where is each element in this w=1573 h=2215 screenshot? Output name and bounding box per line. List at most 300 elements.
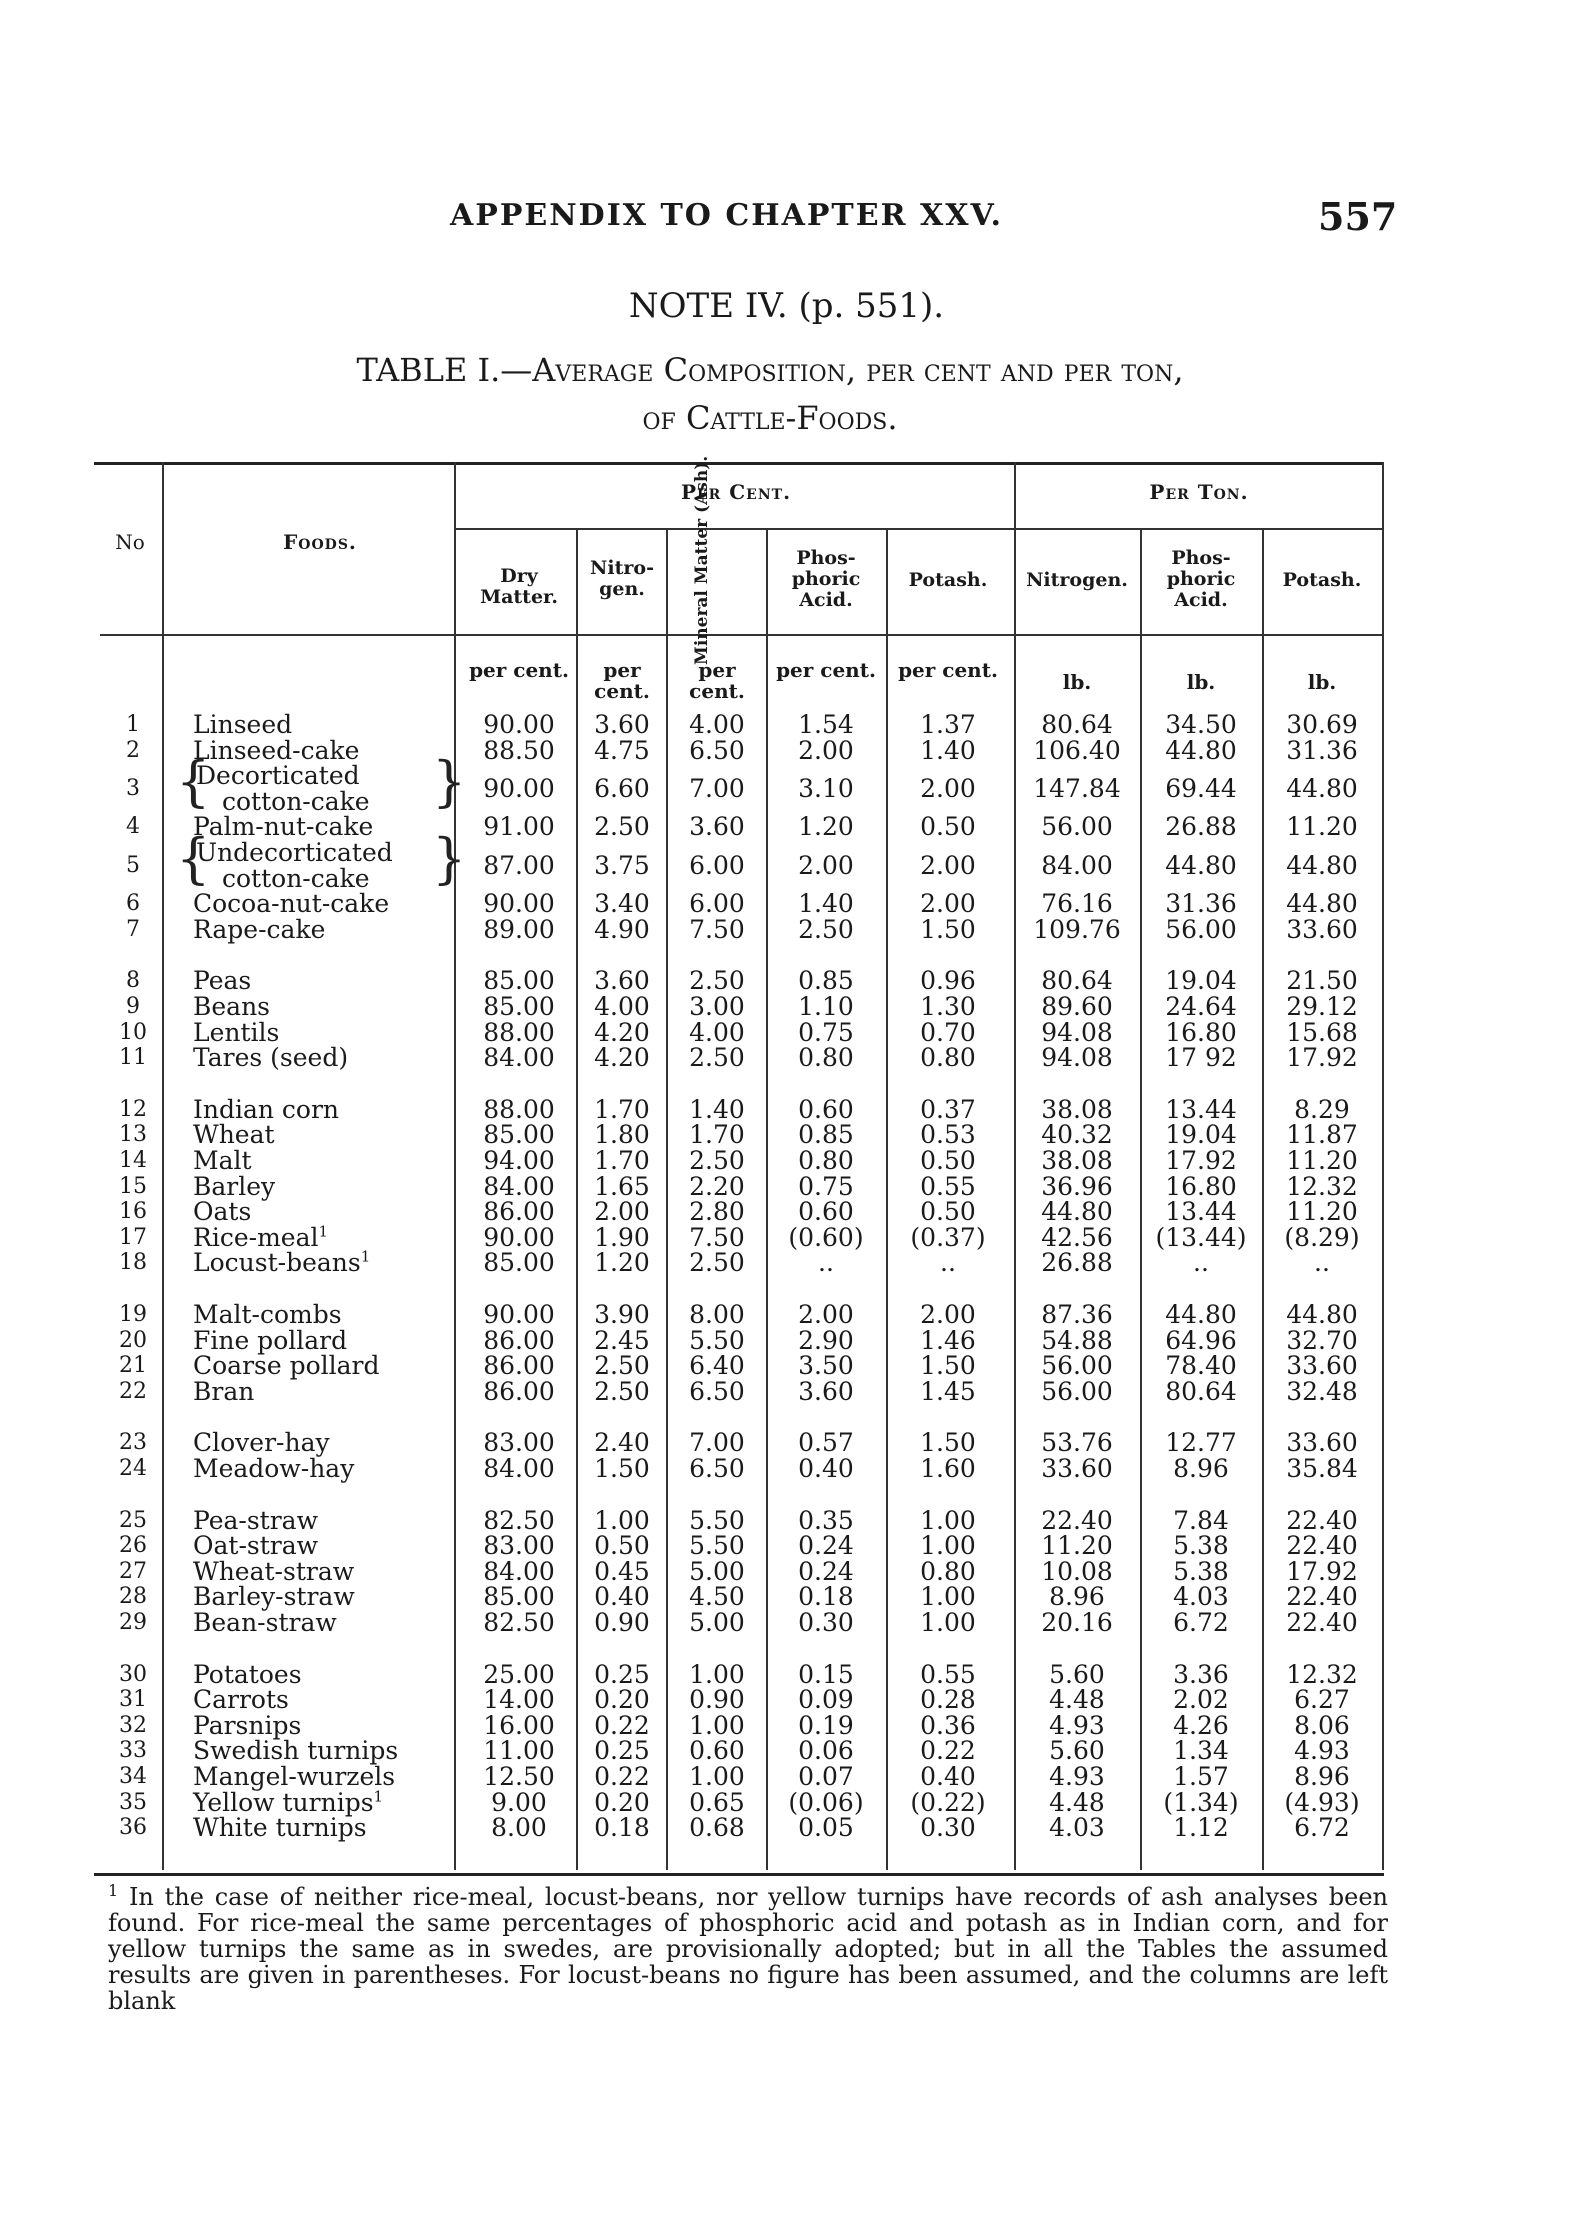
food-name: Potatoes	[193, 1659, 302, 1689]
cell-pa: 1.10	[798, 992, 854, 1021]
footnote-mark: 1	[108, 1881, 119, 1900]
cell-tk: 22.40	[1286, 1582, 1358, 1612]
cell-tk: 44.80	[1286, 850, 1358, 880]
cell-tk: 31.36	[1286, 735, 1358, 765]
food-name: Clover-hay	[193, 1428, 330, 1458]
cell-dm: 12.50	[483, 1762, 555, 1791]
cell-tk: 11.20	[1286, 1197, 1358, 1227]
cell-tk: 22.40	[1286, 1531, 1358, 1561]
unit-n: per cent.	[594, 658, 650, 703]
brace-open: {	[176, 750, 211, 814]
cell-n: 0.20	[594, 1787, 650, 1817]
row-number: 15	[119, 1173, 147, 1199]
cell-tk: 22.40	[1286, 1505, 1358, 1535]
cell-n: 0.22	[594, 1710, 650, 1740]
cell-ash: 2.50	[689, 1146, 745, 1175]
cell-ash: 6.00	[689, 889, 745, 919]
cell-k: 2.00	[920, 889, 976, 919]
food-name: Parsnips	[193, 1710, 302, 1740]
cell-ash: 5.50	[689, 1531, 745, 1561]
cell-tn: 38.08	[1041, 1146, 1113, 1175]
cell-k: 0.50	[920, 812, 976, 842]
cell-n: 0.25	[594, 1659, 650, 1689]
cell-ash: 7.50	[689, 1222, 745, 1252]
cell-dm: 82.50	[483, 1608, 555, 1637]
food-name: Swedish turnips	[193, 1736, 399, 1766]
header-phosphoric-pc: Phos- phoric Acid.	[791, 547, 861, 611]
cell-n: 2.45	[594, 1325, 650, 1355]
cell-tpa: 34.50	[1165, 710, 1237, 739]
row-number: 24	[119, 1456, 147, 1481]
cell-n: 3.60	[594, 966, 650, 996]
header-no: No	[115, 530, 145, 554]
cell-n: 1.70	[594, 1094, 650, 1124]
food-name: Linseed	[193, 710, 293, 739]
cell-k: 1.46	[920, 1325, 976, 1355]
food-name: Malt	[193, 1146, 252, 1175]
cell-tpa: 1.34	[1173, 1736, 1229, 1766]
cell-ash: 4.00	[689, 710, 745, 739]
row-number: 1	[126, 712, 140, 737]
cell-pa: 0.60	[798, 1197, 854, 1227]
cell-n: 1.90	[594, 1222, 650, 1252]
cell-tn: 42.56	[1041, 1222, 1113, 1252]
cell-dm: 8.00	[491, 1813, 547, 1843]
cell-tn: 80.64	[1041, 710, 1113, 739]
cell-k: 0.50	[920, 1146, 976, 1175]
row-number: 4	[126, 814, 140, 840]
cell-tk: 44.80	[1286, 1300, 1358, 1329]
cell-tk: 8.06	[1294, 1710, 1350, 1740]
food-name: Palm-nut-cake	[193, 812, 374, 842]
food-name: Oats	[193, 1197, 252, 1227]
cell-pa: 0.80	[798, 1146, 854, 1175]
food-name: Oat-straw	[193, 1531, 319, 1561]
cell-tpa: 2.02	[1173, 1685, 1229, 1715]
cell-n: 4.90	[594, 914, 650, 944]
row-number: 32	[119, 1712, 147, 1738]
cell-tpa: 1.57	[1173, 1762, 1229, 1791]
row-number: 33	[119, 1738, 147, 1764]
row-number: 17	[119, 1224, 147, 1250]
cell-pa: (0.60)	[788, 1222, 864, 1252]
food-name: Bean-straw	[193, 1608, 337, 1637]
cell-dm: 86.00	[483, 1351, 555, 1381]
cell-n: 6.60	[594, 774, 650, 803]
cell-tk: 30.69	[1286, 710, 1358, 739]
cell-dm: 87.00	[483, 850, 555, 880]
cell-tn: 10.08	[1041, 1556, 1113, 1586]
cell-tpa: ..	[1193, 1248, 1209, 1278]
cell-pa: 2.00	[798, 1300, 854, 1329]
cell-k: ..	[940, 1248, 956, 1278]
cell-n: 0.40	[594, 1582, 650, 1612]
footnote-ref: 1	[373, 1787, 384, 1806]
cell-pa: 0.19	[798, 1710, 854, 1740]
cell-tn: 20.16	[1041, 1608, 1113, 1637]
header-phosphoric-pt: Phos- phoric Acid.	[1166, 547, 1236, 611]
cell-ash: 2.20	[689, 1171, 745, 1201]
cell-dm: 14.00	[483, 1685, 555, 1715]
row-number: 23	[119, 1430, 147, 1456]
cell-tn: 33.60	[1041, 1454, 1113, 1483]
cell-tn: 84.00	[1041, 850, 1113, 880]
row-number: 31	[119, 1687, 147, 1713]
cell-n: 0.18	[594, 1813, 650, 1843]
cell-tpa: 31.36	[1165, 889, 1237, 919]
cell-ash: 0.68	[689, 1813, 745, 1843]
cell-ash: 2.50	[689, 1248, 745, 1278]
cell-k: 0.53	[920, 1120, 976, 1150]
cell-n: 4.00	[594, 992, 650, 1021]
cell-tn: 36.96	[1041, 1171, 1113, 1201]
food-name: Carrots	[193, 1685, 289, 1715]
footnote-ref: 1	[360, 1248, 371, 1267]
food-name: Undecorticated cotton-cake	[196, 838, 393, 893]
row-number: 2	[126, 737, 140, 763]
cell-k: 0.22	[920, 1736, 976, 1766]
footnote-ref: 1	[318, 1222, 329, 1241]
cell-k: 1.40	[920, 735, 976, 765]
cell-tk: 44.80	[1286, 774, 1358, 803]
cell-tk: 33.60	[1286, 1428, 1358, 1458]
cell-tk: 21.50	[1286, 966, 1358, 996]
cell-n: 3.75	[594, 850, 650, 880]
food-name: Indian corn	[193, 1094, 340, 1124]
cell-k: 2.00	[920, 1300, 976, 1329]
cell-dm: 16.00	[483, 1710, 555, 1740]
cell-tk: 11.20	[1286, 1146, 1358, 1175]
cell-n: 1.70	[594, 1146, 650, 1175]
cell-tk: 35.84	[1286, 1454, 1358, 1483]
page-number: 557	[1318, 194, 1398, 239]
cell-n: 3.90	[594, 1300, 650, 1329]
cell-ash: 2.80	[689, 1197, 745, 1227]
cell-n: 1.65	[594, 1171, 650, 1201]
cell-tpa: 56.00	[1165, 914, 1237, 944]
cell-ash: 5.50	[689, 1505, 745, 1535]
row-number: 3	[126, 776, 140, 801]
cell-k: 0.28	[920, 1685, 976, 1715]
row-number: 12	[119, 1096, 147, 1122]
cell-tn: 94.08	[1041, 1017, 1113, 1047]
cell-n: 3.60	[594, 710, 650, 739]
cell-tk: 44.80	[1286, 889, 1358, 919]
cell-tk: 11.20	[1286, 812, 1358, 842]
cell-ash: 8.00	[689, 1300, 745, 1329]
cell-k: 1.00	[920, 1608, 976, 1637]
food-name: Pea-straw	[193, 1505, 318, 1535]
cell-k: 1.50	[920, 1428, 976, 1458]
cell-tk: (4.93)	[1284, 1787, 1360, 1817]
cell-ash: 6.50	[689, 735, 745, 765]
cell-n: 0.25	[594, 1736, 650, 1766]
cell-tk: 11.87	[1286, 1120, 1358, 1150]
cell-ash: 6.40	[689, 1351, 745, 1381]
cell-pa: 0.15	[798, 1659, 854, 1689]
row-number: 7	[126, 916, 140, 942]
cell-pa: 0.05	[798, 1813, 854, 1843]
cell-k: 1.37	[920, 710, 976, 739]
row-number: 22	[119, 1378, 147, 1404]
cell-n: 2.50	[594, 1376, 650, 1406]
cell-dm: 85.00	[483, 1582, 555, 1612]
cell-tn: 94.08	[1041, 1043, 1113, 1073]
cell-pa: ..	[818, 1248, 834, 1278]
cell-tn: 4.93	[1049, 1710, 1105, 1740]
cell-dm: 25.00	[483, 1659, 555, 1689]
food-name: Yellow turnips$^1$	[193, 1787, 384, 1817]
food-name: Locust-beans$^1$	[193, 1248, 371, 1278]
cell-k: 0.36	[920, 1710, 976, 1740]
cell-tpa: 44.80	[1165, 735, 1237, 765]
cell-pa: 1.40	[798, 889, 854, 919]
cell-k: 2.00	[920, 850, 976, 880]
cell-dm: 90.00	[483, 1222, 555, 1252]
cell-pa: 0.75	[798, 1017, 854, 1047]
cell-tpa: 16.80	[1165, 1017, 1237, 1047]
cell-tpa: 5.38	[1173, 1556, 1229, 1586]
cell-tpa: 8.96	[1173, 1454, 1229, 1483]
cell-tn: 53.76	[1041, 1428, 1113, 1458]
cell-tpa: 1.12	[1173, 1813, 1229, 1843]
food-name: Decorticated cotton-cake	[196, 761, 370, 816]
cell-k: 1.50	[920, 914, 976, 944]
cell-ash: 1.40	[689, 1094, 745, 1124]
cell-k: 1.00	[920, 1531, 976, 1561]
cell-pa: 0.35	[798, 1505, 854, 1535]
footnote	[108, 1881, 1388, 2015]
cell-tpa: 19.04	[1165, 966, 1237, 996]
cell-pa: 0.24	[798, 1531, 854, 1561]
cell-ash: 6.50	[689, 1376, 745, 1406]
cell-tpa: 12.77	[1165, 1428, 1237, 1458]
cell-dm: 86.00	[483, 1325, 555, 1355]
cell-k: 1.00	[920, 1582, 976, 1612]
cell-k: 0.37	[920, 1094, 976, 1124]
cell-ash: 1.00	[689, 1659, 745, 1689]
food-name: Beans	[193, 992, 271, 1021]
cell-dm: 84.00	[483, 1556, 555, 1586]
cell-dm: 90.00	[483, 710, 555, 739]
cell-tk: 33.60	[1286, 914, 1358, 944]
cell-dm: 88.00	[483, 1094, 555, 1124]
header-foods: Foods.	[283, 530, 357, 554]
row-number: 35	[119, 1789, 147, 1815]
running-head	[0, 194, 1573, 248]
cell-pa: 0.40	[798, 1454, 854, 1483]
cell-n: 0.22	[594, 1762, 650, 1791]
footnote-text: In the case of neither rice-meal, locust-beans, nor yellow turnips have records of ash analyses been found. For rice-meal the same percentages of phosphoric acid and potash as in Indian corn, and for yellow turnips the same as in swedes, are provisionally adopted; but in all the Tables the assumed results are given in parentheses. For locust-beans no figure has been assumed, and the columns are left blank	[108, 1883, 1388, 2015]
cell-ash: 2.50	[689, 1043, 745, 1073]
cell-k: (0.22)	[910, 1787, 986, 1817]
row-number: 16	[119, 1199, 147, 1225]
header-dry-matter: Dry Matter.	[480, 565, 558, 608]
row-number: 34	[119, 1764, 147, 1789]
cell-pa: 2.00	[798, 735, 854, 765]
cell-pa: 2.90	[798, 1325, 854, 1355]
cell-tk: 32.70	[1286, 1325, 1358, 1355]
cell-ash: 6.00	[689, 850, 745, 880]
cell-tn: 109.76	[1033, 914, 1121, 944]
cell-k: 1.60	[920, 1454, 976, 1483]
cell-dm: 85.00	[483, 966, 555, 996]
cell-ash: 7.50	[689, 914, 745, 944]
cell-tk: 17.92	[1286, 1043, 1358, 1073]
cell-tn: 8.96	[1049, 1582, 1105, 1612]
food-name: Rape-cake	[193, 914, 326, 944]
cell-k: 1.45	[920, 1376, 976, 1406]
cell-dm: 88.00	[483, 1017, 555, 1047]
cell-tn: 4.93	[1049, 1762, 1105, 1791]
row-number: 5	[126, 852, 140, 878]
cell-tpa: 64.96	[1165, 1325, 1237, 1355]
food-name: Cocoa-nut-cake	[193, 889, 390, 919]
cell-tpa: 44.80	[1165, 850, 1237, 880]
cell-tk: 12.32	[1286, 1171, 1358, 1201]
cell-tn: 26.88	[1041, 1248, 1113, 1278]
cell-dm: 90.00	[483, 889, 555, 919]
row-number: 10	[119, 1019, 147, 1045]
cell-tk: 15.68	[1286, 1017, 1358, 1047]
cell-n: 4.75	[594, 735, 650, 765]
brace-close: }	[432, 750, 467, 814]
cell-tn: 87.36	[1041, 1300, 1113, 1329]
cell-ash: 1.00	[689, 1710, 745, 1740]
cell-pa: 0.57	[798, 1428, 854, 1458]
cell-tpa: 6.72	[1173, 1608, 1229, 1637]
cell-tpa: 19.04	[1165, 1120, 1237, 1150]
cell-dm: 84.00	[483, 1171, 555, 1201]
food-name: Wheat-straw	[193, 1556, 355, 1586]
unit-tn: lb.	[1062, 670, 1092, 694]
row-number: 6	[126, 891, 140, 917]
cell-ash: 1.00	[689, 1762, 745, 1791]
cell-tn: 4.48	[1049, 1787, 1105, 1817]
food-name: Rice-meal$^1$	[193, 1222, 329, 1252]
cell-pa: 3.50	[798, 1351, 854, 1381]
row-number: 18	[119, 1250, 147, 1276]
cell-k: 1.50	[920, 1351, 976, 1381]
row-number: 20	[119, 1327, 147, 1353]
unit-dm: per cent.	[469, 658, 569, 682]
food-name: Coarse pollard	[193, 1351, 380, 1381]
cell-tk: 22.40	[1286, 1608, 1358, 1637]
cell-tn: 22.40	[1041, 1505, 1113, 1535]
cell-k: 0.96	[920, 966, 976, 996]
cell-tpa: 16.80	[1165, 1171, 1237, 1201]
header-potash-pc: Potash.	[908, 569, 988, 591]
cell-dm: 85.00	[483, 1120, 555, 1150]
cell-dm: 85.00	[483, 1248, 555, 1278]
cell-n: 2.50	[594, 812, 650, 842]
cell-ash: 4.00	[689, 1017, 745, 1047]
cell-tpa: 4.26	[1173, 1710, 1229, 1740]
cell-tn: 44.80	[1041, 1197, 1113, 1227]
row-number: 21	[119, 1353, 147, 1379]
cell-pa: 0.24	[798, 1556, 854, 1586]
cell-tn: 80.64	[1041, 966, 1113, 996]
food-name: Meadow-hay	[193, 1454, 355, 1483]
cell-pa: 1.54	[798, 710, 854, 739]
cell-n: 0.90	[594, 1608, 650, 1637]
cell-tpa: 80.64	[1165, 1376, 1237, 1406]
cell-ash: 5.50	[689, 1325, 745, 1355]
cell-tk: 8.29	[1294, 1094, 1350, 1124]
cell-tk: 6.27	[1294, 1685, 1350, 1715]
cell-tpa: 5.38	[1173, 1531, 1229, 1561]
cell-tpa: 13.44	[1165, 1197, 1237, 1227]
cell-k: 0.80	[920, 1043, 976, 1073]
cell-ash: 5.00	[689, 1608, 745, 1637]
cell-tpa: 17 92	[1165, 1043, 1237, 1073]
brace-close: }	[432, 827, 467, 890]
cell-ash: 1.70	[689, 1120, 745, 1150]
running-title: APPENDIX TO CHAPTER XXV.	[450, 198, 1004, 233]
cell-n: 0.50	[594, 1531, 650, 1561]
cell-pa: 0.30	[798, 1608, 854, 1637]
cell-tpa: 69.44	[1165, 774, 1237, 803]
row-number: 8	[126, 968, 140, 994]
cell-n: 0.20	[594, 1685, 650, 1715]
header-mineral-matter: Mineral Matter (Ash).	[692, 455, 712, 665]
cell-tn: 147.84	[1033, 774, 1121, 803]
table-title-line1: Average Composition, per cent and per ton,	[532, 351, 1184, 389]
food-name: Bran	[193, 1376, 255, 1406]
cell-k: 2.00	[920, 774, 976, 803]
row-number: 28	[119, 1584, 147, 1610]
cell-ash: 7.00	[689, 1428, 745, 1458]
cell-tpa: 13.44	[1165, 1094, 1237, 1124]
cell-n: 2.50	[594, 1351, 650, 1381]
cell-pa: 2.50	[798, 914, 854, 944]
cell-n: 2.00	[594, 1197, 650, 1227]
cell-tk: 33.60	[1286, 1351, 1358, 1381]
cell-tn: 11.20	[1041, 1531, 1113, 1561]
cell-tpa: 44.80	[1165, 1300, 1237, 1329]
cell-k: 0.30	[920, 1813, 976, 1843]
cell-ash: 7.00	[689, 774, 745, 803]
cell-pa: 0.06	[798, 1736, 854, 1766]
food-name: Lentils	[193, 1017, 280, 1047]
unit-k: per cent.	[898, 658, 998, 682]
cell-tk: 32.48	[1286, 1376, 1358, 1406]
cell-n: 1.50	[594, 1454, 650, 1483]
cell-n: 1.20	[594, 1248, 650, 1278]
row-number: 26	[119, 1533, 147, 1559]
cell-tn: 54.88	[1041, 1325, 1113, 1355]
cell-tn: 76.16	[1041, 889, 1113, 919]
cell-tn: 4.48	[1049, 1685, 1105, 1715]
cell-ash: 4.50	[689, 1582, 745, 1612]
cell-pa: 3.10	[798, 774, 854, 803]
cell-tn: 4.03	[1049, 1813, 1105, 1843]
header-per-ton: Per Ton.	[1149, 480, 1249, 504]
cell-dm: 88.50	[483, 735, 555, 765]
cell-tk: 12.32	[1286, 1659, 1358, 1689]
header-nitrogen-pt: Nitrogen.	[1026, 569, 1128, 591]
cell-dm: 84.00	[483, 1454, 555, 1483]
cell-dm: 11.00	[483, 1736, 555, 1766]
cell-k: 1.30	[920, 992, 976, 1021]
cell-k: 0.80	[920, 1556, 976, 1586]
cell-tpa: 4.03	[1173, 1582, 1229, 1612]
cell-ash: 3.60	[689, 812, 745, 842]
cell-dm: 83.00	[483, 1531, 555, 1561]
cell-tpa: 78.40	[1165, 1351, 1237, 1381]
rule-under-headers	[100, 634, 1382, 636]
cell-ash: 0.90	[689, 1685, 745, 1715]
